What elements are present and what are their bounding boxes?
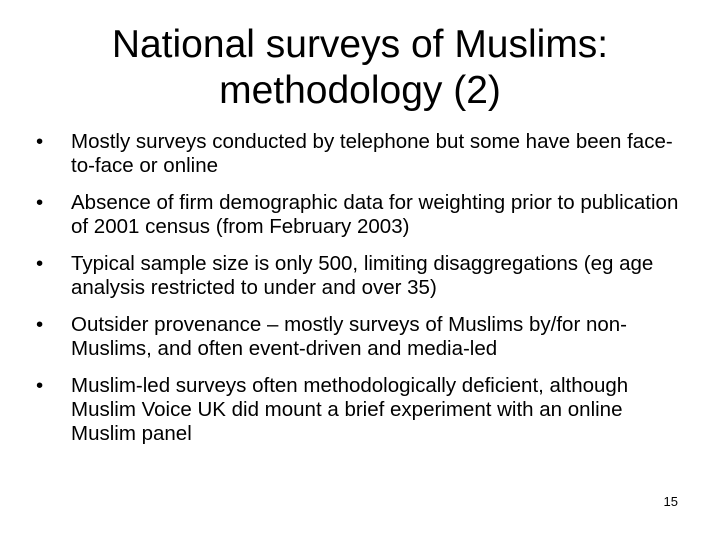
slide-title-line-1: National surveys of Muslims:	[111, 23, 609, 66]
bullet-item	[36, 313, 686, 361]
bullet-text: Absence of firm demographic data for weighting prior to publication of 2001 census (from February 2003)	[71, 191, 679, 238]
bullet-dot-icon: •	[36, 191, 44, 214]
bullet-dot-icon: •	[36, 130, 44, 153]
bullet-list	[36, 130, 686, 459]
bullet-text: Outsider provenance – mostly surveys of Muslims by/for non-Muslims, and often event-driven and media-led	[71, 313, 627, 360]
bullet-item	[36, 130, 686, 178]
bullet-dot-icon: •	[36, 313, 44, 336]
bullet-item	[36, 252, 686, 300]
bullet-text: Mostly surveys conducted by telephone but some have been face-to-face or online	[71, 130, 673, 177]
slide-title-line-2: methodology (2)	[219, 69, 501, 112]
bullet-dot-icon: •	[36, 374, 44, 397]
bullet-text: Muslim-led surveys often methodologically deficient, although Muslim Voice UK did mount a brief experiment with an online Muslim panel	[71, 374, 629, 445]
bullet-item	[36, 191, 686, 239]
page-number: 15	[663, 494, 678, 509]
bullet-item	[36, 374, 686, 446]
bullet-text: Typical sample size is only 500, limiting disaggregations (eg age analysis restricted to under and over 35)	[71, 252, 654, 299]
bullet-dot-icon: •	[36, 252, 44, 275]
slide-title	[0, 22, 720, 114]
